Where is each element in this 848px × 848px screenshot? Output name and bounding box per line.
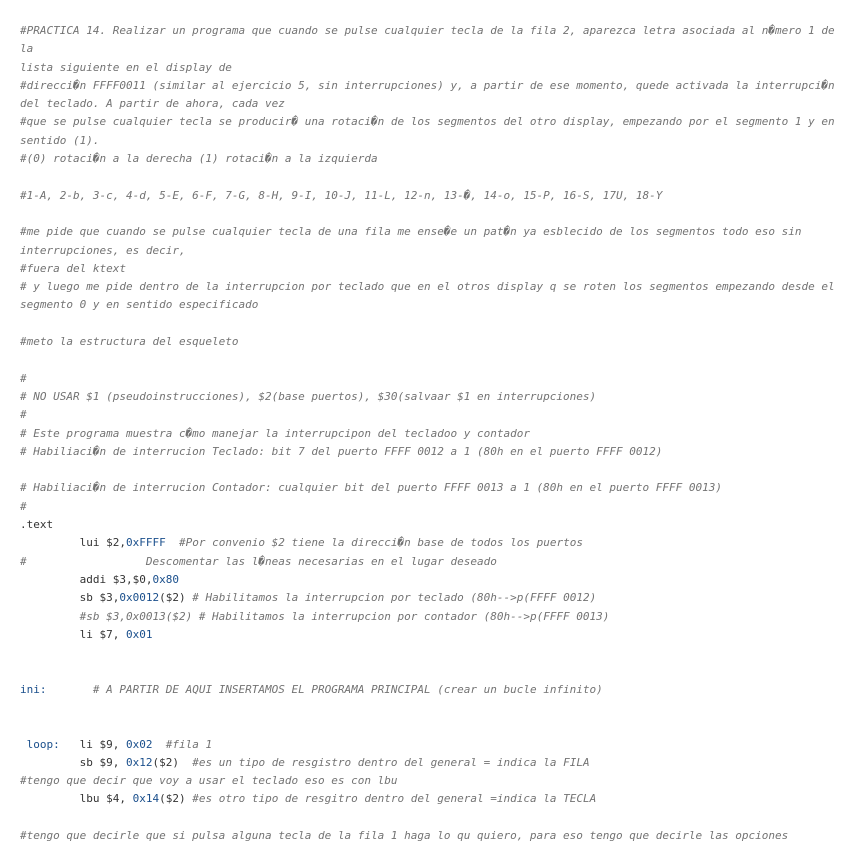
- code-comment: #es otro tipo de resgitro dentro del general =indica la TECLA: [192, 792, 597, 806]
- code-comment: #fuera del ktext: [20, 261, 126, 275]
- code-line: [20, 425, 848, 443]
- code-line: [20, 77, 848, 95]
- code-comment: #es un tipo de resgistro dentro del general = indica la FILA: [192, 755, 590, 769]
- code-number: 0x14: [132, 792, 160, 806]
- code-text: .text: [20, 518, 54, 532]
- code-line: [20, 205, 848, 223]
- code-text: li $9,: [59, 737, 126, 751]
- code-line: [20, 644, 848, 662]
- code-line: [20, 113, 848, 131]
- code-comment: #tengo que decirle que si pulsa alguna tecla de la fila 1 haga lo qu quiero, para eso tengo que decirle las opciones: [20, 829, 789, 843]
- code-comment: del teclado. A partir de ahora, cada vez: [20, 97, 285, 111]
- code-text: ($2): [152, 755, 193, 769]
- code-line: [20, 296, 848, 314]
- code-line: [20, 479, 848, 497]
- code-comment: # Habiliaci�n de interrucion Teclado: bit 7 del puerto FFFF 0012 a 1 (80h en el puerto FFFF 0012): [20, 444, 663, 458]
- code-comment: #me pide que cuando se pulse cualquier tecla de una fila me ense�e un pat�n ya esblecido de los segmentos todo eso sin: [20, 225, 802, 239]
- code-line: [20, 132, 848, 150]
- code-line: [20, 315, 848, 333]
- code-line: [20, 589, 848, 607]
- code-comment: #fila 1: [165, 737, 213, 751]
- code-line: [20, 333, 848, 351]
- code-line: [20, 260, 848, 278]
- code-line: [20, 699, 848, 717]
- code-comment: #: [20, 499, 27, 513]
- code-label: loop:: [20, 737, 60, 751]
- code-line: [20, 187, 848, 205]
- code-comment: #1-A, 2-b, 3-c, 4-d, 5-E, 6-F, 7-G, 8-H, 9-I, 10-J, 11-L, 12-n, 13-�, 14-o, 15-P, 16-S, 17U, 18-Y: [20, 188, 663, 202]
- code-comment: #PRACTICA 14. Realizar un programa que cuando se pulse cualquier tecla de la fila 2, aparezca letra asociada al n�mero 1 de la: [20, 24, 842, 56]
- code-line: [20, 772, 848, 790]
- code-comment: sentido (1).: [20, 133, 100, 147]
- code-text: addi $3,$0,: [20, 572, 153, 586]
- code-line: [20, 827, 848, 845]
- code-comment: #: [20, 371, 27, 385]
- code-comment: # A PARTIR DE AQUI INSERTAMOS EL PROGRAMA PRINCIPAL (crear un bucle infinito): [92, 682, 603, 696]
- code-text: [47, 683, 93, 696]
- code-line: [20, 223, 848, 241]
- code-comment: interrupciones, es decir,: [20, 243, 186, 257]
- code-line: [20, 790, 848, 808]
- code-line: [20, 608, 848, 626]
- code-view[interactable]: [20, 22, 848, 845]
- code-line: [20, 626, 848, 644]
- code-number: 0x12: [125, 755, 153, 769]
- code-line: [20, 662, 848, 680]
- code-line: [20, 406, 848, 424]
- code-comment: # Descomentar las l�neas necesarias en el lugar deseado: [20, 554, 497, 568]
- code-line: [20, 59, 848, 77]
- code-comment: lista siguiente en el display de: [20, 60, 232, 74]
- code-text: [152, 738, 165, 751]
- code-number: 0x02: [125, 737, 153, 751]
- code-text: ($2): [159, 591, 193, 605]
- code-line: [20, 498, 848, 516]
- code-line: [20, 553, 848, 571]
- code-line: [20, 22, 848, 59]
- code-comment: # Este programa muestra c�mo manejar la interrupcipon del tecladoo y contador: [20, 426, 530, 440]
- code-line: [20, 150, 848, 168]
- code-number: 0xFFFF: [125, 536, 166, 550]
- code-line: [20, 717, 848, 735]
- code-text: ($2): [159, 792, 193, 806]
- code-comment: # NO USAR $1 (pseudoinstrucciones), $2(base puertos), $30(salvaar $1 en interrupciones): [20, 389, 597, 403]
- code-line: [20, 461, 848, 479]
- code-number: 0x0012: [119, 591, 160, 605]
- code-comment: #tengo que decir que voy a usar el teclado eso es con lbu: [20, 774, 398, 788]
- code-comment: # Habiliaci�n de interrucion Contador: cualquier bit del puerto FFFF 0013 a 1 (80h en el puerto FFFF 0013): [20, 481, 722, 495]
- code-text: sb $3,: [20, 591, 120, 605]
- code-text: li $7,: [20, 627, 126, 641]
- code-line: [20, 681, 848, 699]
- code-comment: #meto la estructura del esqueleto: [20, 335, 239, 349]
- code-comment: #que se pulse cualquier tecla se producir� una rotaci�n de los segmentos del otro display, empezando por el segmento 1 y en: [20, 115, 835, 129]
- code-line: [20, 571, 848, 589]
- code-label: ini:: [20, 682, 47, 696]
- code-comment: # Habilitamos la interrupcion por teclado (80h-->p(FFFF 0012): [192, 591, 597, 605]
- code-line: [20, 809, 848, 827]
- code-line: [20, 443, 848, 461]
- code-comment: #: [20, 408, 27, 422]
- code-comment: #sb $3,0x0013($2) # Habilitamos la interrupcion por contador (80h-->p(FFFF 0013): [20, 609, 610, 623]
- code-comment: segmento 0 y en sentido especificado: [20, 298, 259, 312]
- code-line: [20, 736, 848, 754]
- code-line: [20, 95, 848, 113]
- code-line: [20, 351, 848, 369]
- code-comment: #Por convenio $2 tiene la direcci�n base de todos los puertos: [165, 536, 583, 550]
- code-number: 0x80: [152, 572, 179, 586]
- code-line: [20, 754, 848, 772]
- code-comment: #direcci�n FFFF0011 (similar al ejercicio 5, sin interrupciones) y, a partir de ese momento, quede activada la interrupci�n: [20, 78, 835, 92]
- code-line: [20, 516, 848, 534]
- code-text: lui $2,: [20, 536, 126, 550]
- code-text: lbu $4,: [20, 792, 133, 806]
- code-text: sb $9,: [20, 755, 126, 769]
- code-line: [20, 388, 848, 406]
- code-line: [20, 242, 848, 260]
- code-number: 0x01: [125, 627, 153, 641]
- code-line: [20, 370, 848, 388]
- code-comment: #(0) rotaci�n a la derecha (1) rotaci�n a la izquierda: [20, 152, 378, 166]
- code-comment: # y luego me pide dentro de la interrupcion por teclado que en el otros display q se roten los segmentos empezando desde el: [20, 280, 835, 294]
- code-line: [20, 278, 848, 296]
- code-line: [20, 168, 848, 186]
- code-line: [20, 534, 848, 552]
